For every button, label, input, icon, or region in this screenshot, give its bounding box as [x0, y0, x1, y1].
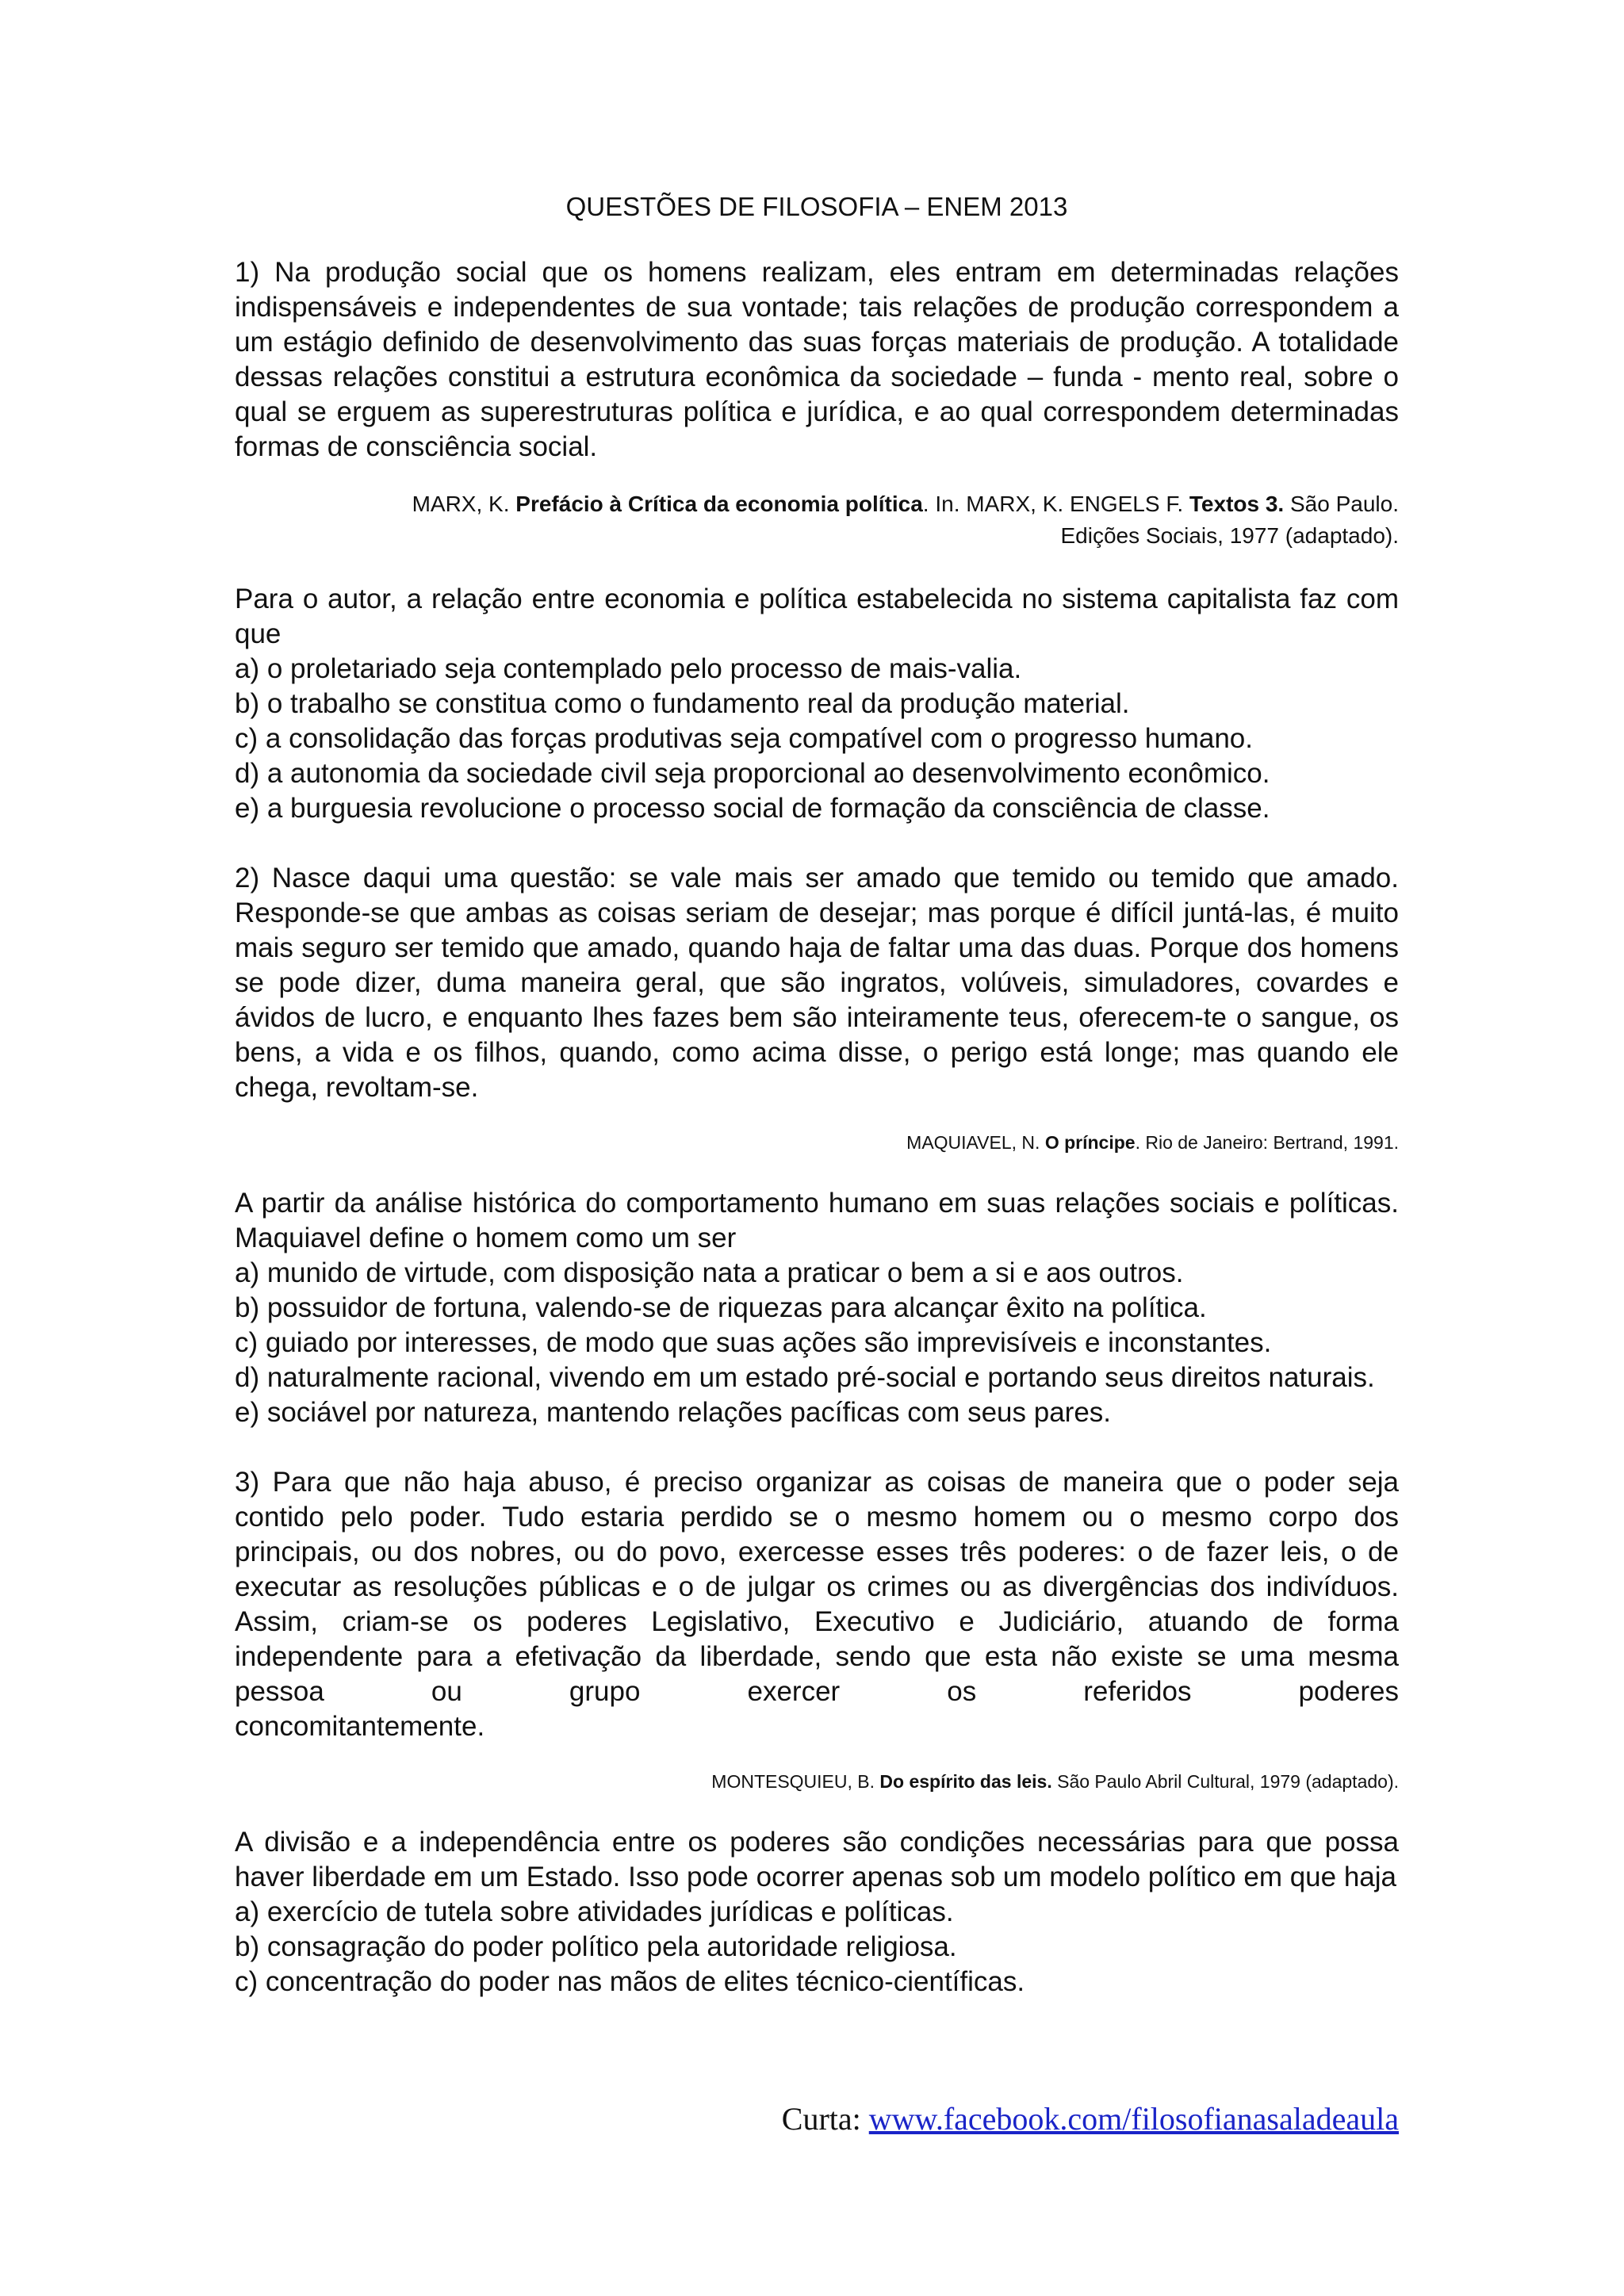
option-c: c) concentração do poder nas mãos de elites técnico-científicas.: [235, 1966, 1025, 1997]
question-3: [235, 1465, 1399, 1999]
citation-work: Do espírito das leis.: [879, 1771, 1052, 1792]
citation-work-2: Textos 3.: [1189, 492, 1285, 516]
question-2-citation: [235, 1129, 1399, 1156]
citation-tail: São Paulo.: [1290, 492, 1399, 516]
question-2-text: 2) Nasce daqui uma questão: se vale mais ser amado que temido ou temido que amado. Responde-se que ambas as coisas seriam de desejar; mas porque é difícil juntá-las, é muito mais seguro ser temido que amado, quando haja de faltar uma das duas. Porque dos homens se pode dizer, duma maneira geral, que são ingratos, volúveis, simuladores, covardes e ávidos de lucro, e enquanto lhes fazes bem são inteiramente teus, oferecem-te o sangue, os bens, a vida e os filhos, quando, como acima disse, o perigo está longe; mas quando ele chega, revoltam-se.: [235, 863, 1399, 1103]
question-3-prompt: A divisão e a independência entre os poderes são condições necessárias para que possa haver liberdade em um Estado. Isso pode ocorrer apenas sob um modelo político em que haja: [235, 1827, 1399, 1892]
question-3-text: 3) Para que não haja abuso, é preciso organizar as coisas de maneira que o poder seja contido pelo poder. Tudo estaria perdido se o mesmo homem ou o mesmo corpo dos principais, ou dos nobres, ou do povo, exercesse esses três poderes: o de fazer leis, o de executar as resoluções públicas e o de julgar os crimes ou as divergências dos indivíduos. Assim, criam-se os poderes Legislativo, Executivo e Judiciário, atuando de forma independente para a efetivação da liberdade, sendo que esta não existe se uma mesma pessoa ou grupo exercer os referidos poderes: [235, 1467, 1399, 1707]
question-1: [235, 255, 1399, 826]
option-b: b) o trabalho se constitua como o fundamento real da produção material.: [235, 688, 1130, 719]
question-3-text-end: concomitantemente.: [235, 1711, 485, 1742]
option-b: b) possuidor de fortuna, valendo-se de riquezas para alcançar êxito na política.: [235, 1292, 1207, 1323]
citation-work: O príncipe: [1044, 1132, 1136, 1153]
citation-author: MARX, K.: [412, 492, 510, 516]
citation-tail: . Rio de Janeiro: Bertrand, 1991.: [1135, 1132, 1399, 1153]
footer-label: Curta:: [781, 2101, 861, 2137]
option-d: d) a autonomia da sociedade civil seja proporcional ao desenvolvimento econômico.: [235, 758, 1270, 789]
citation-line-2: Edições Sociais, 1977 (adaptado).: [1060, 523, 1399, 548]
question-2: [235, 861, 1399, 1430]
facebook-link[interactable]: www.facebook.com/filosofianasaladeaula: [868, 2101, 1399, 2137]
option-a: a) munido de virtude, com disposição nata a praticar o bem a si e aos outros.: [235, 1257, 1184, 1288]
citation-tail: São Paulo Abril Cultural, 1979 (adaptado).: [1057, 1771, 1399, 1792]
option-a: a) exercício de tutela sobre atividades jurídicas e políticas.: [235, 1896, 954, 1927]
option-a: a) o proletariado seja contemplado pelo processo de mais-valia.: [235, 653, 1022, 684]
question-1-text: 1) Na produção social que os homens realizam, eles entram em determinadas relações indispensáveis e independentes de sua vontade; tais relações de produção correspondem a um estágio definido de desenvolvimento das suas forças materiais de produção. A totalidade dessas relações constitui a estrutura econômica da sociedade – funda - mento real, sobre o qual se erguem as superestruturas política e jurídica, e ao qual correspondem determinadas formas de consciência social.: [235, 257, 1399, 462]
citation-work: Prefácio à Crítica da economia política: [515, 492, 923, 516]
question-3-options: [235, 1895, 1399, 1999]
option-e: e) sociável por natureza, mantendo relações pacíficas com seus pares.: [235, 1397, 1112, 1428]
option-c: c) a consolidação das forças produtivas seja compatível com o progresso humano.: [235, 723, 1253, 754]
question-2-prompt: A partir da análise histórica do comportamento humano em suas relações sociais e políticas. Maquiavel define o homem como um ser: [235, 1188, 1399, 1253]
option-b: b) consagração do poder político pela autoridade religiosa.: [235, 1931, 957, 1962]
option-e: e) a burguesia revolucione o processo social de formação da consciência de classe.: [235, 793, 1270, 824]
question-1-citation: [235, 488, 1399, 552]
document-page: [235, 190, 1399, 2034]
question-3-citation: [235, 1768, 1399, 1795]
footer: [782, 2099, 1399, 2139]
document-title: QUESTÕES DE FILOSOFIA – ENEM 2013: [565, 192, 1068, 221]
option-d: d) naturalmente racional, vivendo em um estado pré-social e portando seus direitos naturais.: [235, 1362, 1375, 1393]
question-1-prompt: Para o autor, a relação entre economia e política estabelecida no sistema capitalista faz com que: [235, 584, 1399, 649]
question-1-options: [235, 652, 1399, 826]
citation-mid: . In. MARX, K. ENGELS F.: [922, 492, 1184, 516]
citation-author: MAQUIAVEL, N.: [906, 1132, 1040, 1153]
option-c: c) guiado por interesses, de modo que suas ações são imprevisíveis e inconstantes.: [235, 1327, 1272, 1358]
citation-author: MONTESQUIEU, B.: [711, 1771, 875, 1792]
question-2-options: [235, 1256, 1399, 1430]
